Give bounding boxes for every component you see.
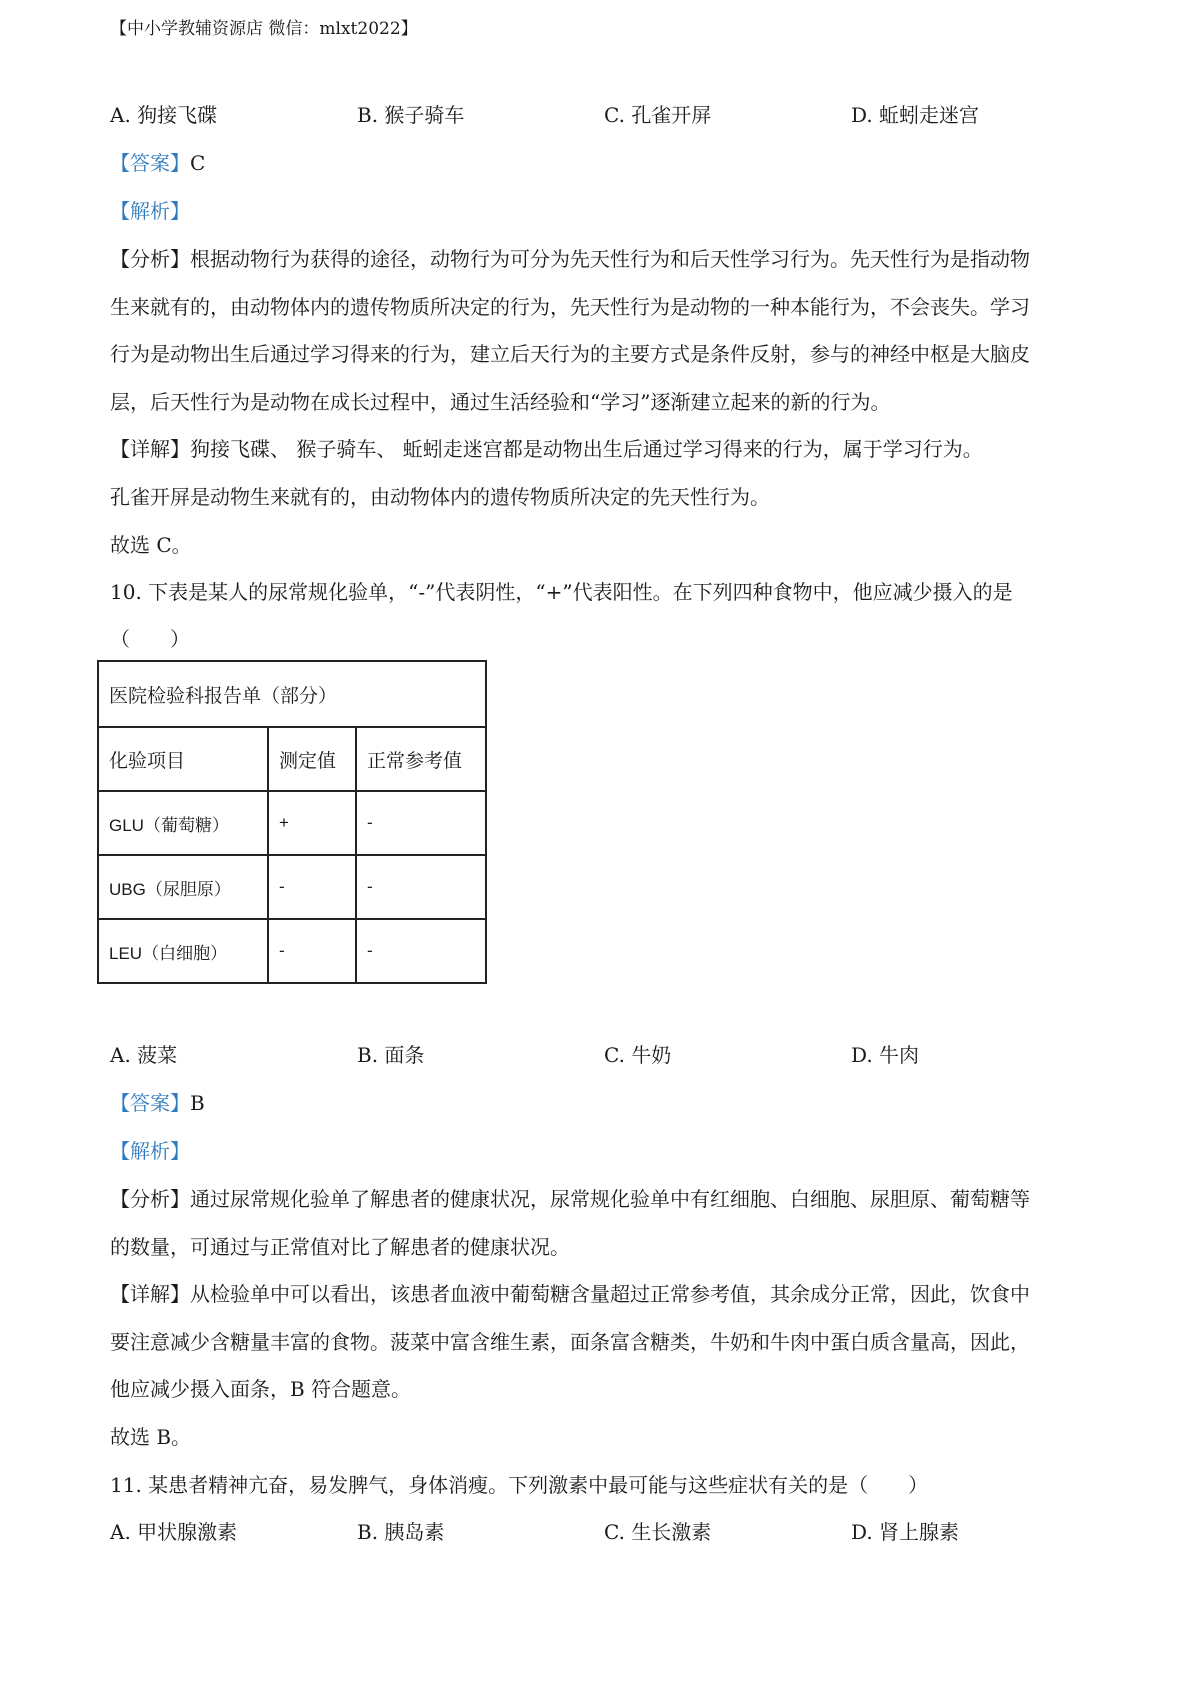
q9-answer [110, 151, 1110, 175]
option-label: D. [851, 1043, 873, 1067]
q9-conclusion: 故选 C。 [110, 533, 192, 557]
q10-stem-blank: （ ） [110, 627, 190, 651]
q10-detail-line: 要注意减少含糖量丰富的食物。菠菜中富含维生素，面条富含糖类，牛奶和牛肉中蛋白质含量高，因此， [110, 1330, 1030, 1354]
table-cell: GLU（葡萄糖） [98, 791, 268, 855]
answer-tag: 【答案】 [110, 1091, 190, 1115]
answer-value: C [190, 151, 206, 175]
answer-value: B [190, 1091, 205, 1115]
option-text: 胰岛素 [384, 1520, 445, 1544]
option-text: 孔雀开屏 [631, 103, 712, 127]
table-cell: LEU（白细胞） [98, 919, 268, 983]
q10-option-a [110, 1043, 177, 1067]
option-text: 狗接飞碟 [137, 103, 218, 127]
option-label: A. [110, 103, 131, 127]
table-cell: UBG（尿胆原） [98, 855, 268, 919]
q10-analysis-line: 的数量，可通过与正常值对比了解患者的健康状况。 [110, 1235, 570, 1259]
q10-stem: 10. 下表是某人的尿常规化验单，“-”代表阴性，“+”代表阳性。在下列四种食物中，他应减少摄入的是 [110, 580, 1013, 604]
q11-stem: 11. 某患者精神亢奋，易发脾气，身体消瘦。下列激素中最可能与这些症状有关的是（ ） [110, 1473, 929, 1497]
table-header: 测定值 [268, 727, 356, 791]
option-text: 牛肉 [879, 1043, 920, 1067]
q10-option-b [357, 1043, 424, 1067]
q9-option-b [357, 103, 464, 127]
table-header: 正常参考值 [356, 727, 486, 791]
q9-option-a [110, 103, 217, 127]
option-label: C. [604, 1043, 625, 1067]
table-cell: - [356, 791, 486, 855]
q9-analysis-line: 行为是动物出生后通过学习得来的行为，建立后天行为的主要方式是条件反射，参与的神经中枢是大脑皮 [110, 342, 1030, 366]
option-label: B. [357, 103, 379, 127]
q9-jiexi-tag: 【解析】 [110, 199, 190, 223]
q9-option-c [604, 103, 711, 127]
q11-option-a [110, 1520, 237, 1544]
option-text: 蚯蚓走迷宫 [879, 103, 980, 127]
option-label: B. [357, 1520, 379, 1544]
option-label: D. [851, 103, 873, 127]
answer-tag: 【答案】 [110, 151, 190, 175]
option-label: C. [604, 1520, 625, 1544]
option-text: 菠菜 [137, 1043, 178, 1067]
q9-analysis-line: 生来就有的，由动物体内的遗传物质所决定的行为，先天性行为是动物的一种本能行为，不会丧失。学习 [110, 295, 1030, 319]
q10-option-d [851, 1043, 919, 1067]
option-label: A. [110, 1043, 131, 1067]
q9-option-d [851, 103, 979, 127]
option-label: D. [851, 1520, 873, 1544]
option-label: C. [604, 103, 625, 127]
option-label: A. [110, 1520, 131, 1544]
table-cell: - [356, 855, 486, 919]
q10-conclusion: 故选 B。 [110, 1425, 192, 1449]
q10-analysis-line: 【分析】通过尿常规化验单了解患者的健康状况，尿常规化验单中有红细胞、白细胞、尿胆原、葡萄糖等 [110, 1187, 1030, 1211]
q9-detail-line: 【详解】狗接飞碟、 猴子骑车、 蚯蚓走迷宫都是动物出生后通过学习得来的行为，属于学习行为。 [110, 437, 983, 461]
q11-option-b [357, 1520, 444, 1544]
q9-analysis-line: 【分析】根据动物行为获得的途径，动物行为可分为先天性行为和后天性学习行为。先天性行为是指动物 [110, 247, 1030, 271]
table-cell: - [356, 919, 486, 983]
q10-option-c [604, 1043, 671, 1067]
q11-option-d [851, 1520, 959, 1544]
q10-answer [110, 1091, 1110, 1115]
lab-report-table [97, 660, 487, 984]
option-text: 肾上腺素 [879, 1520, 960, 1544]
option-label: B. [357, 1043, 379, 1067]
watermark-header: 【中小学教辅资源店 微信：mlxt2022】 [110, 19, 418, 39]
q11-option-c [604, 1520, 711, 1544]
q10-jiexi-tag: 【解析】 [110, 1139, 190, 1163]
option-text: 牛奶 [631, 1043, 672, 1067]
q9-detail-line: 孔雀开屏是动物生来就有的，由动物体内的遗传物质所决定的先天性行为。 [110, 485, 770, 509]
table-cell: - [268, 919, 356, 983]
table-header: 化验项目 [98, 727, 268, 791]
option-text: 猴子骑车 [384, 103, 465, 127]
option-text: 甲状腺激素 [137, 1520, 238, 1544]
table-title: 医院检验科报告单（部分） [98, 661, 486, 727]
q10-detail-line: 他应减少摄入面条，B 符合题意。 [110, 1377, 412, 1401]
table-cell: + [268, 791, 356, 855]
q9-analysis-line: 层，后天性行为是动物在成长过程中，通过生活经验和“学习”逐渐建立起来的新的行为。 [110, 390, 891, 414]
table-cell: - [268, 855, 356, 919]
q10-detail-line: 【详解】从检验单中可以看出，该患者血液中葡萄糖含量超过正常参考值，其余成分正常，因此，饮食中 [110, 1282, 1030, 1306]
option-text: 生长激素 [631, 1520, 712, 1544]
option-text: 面条 [384, 1043, 425, 1067]
